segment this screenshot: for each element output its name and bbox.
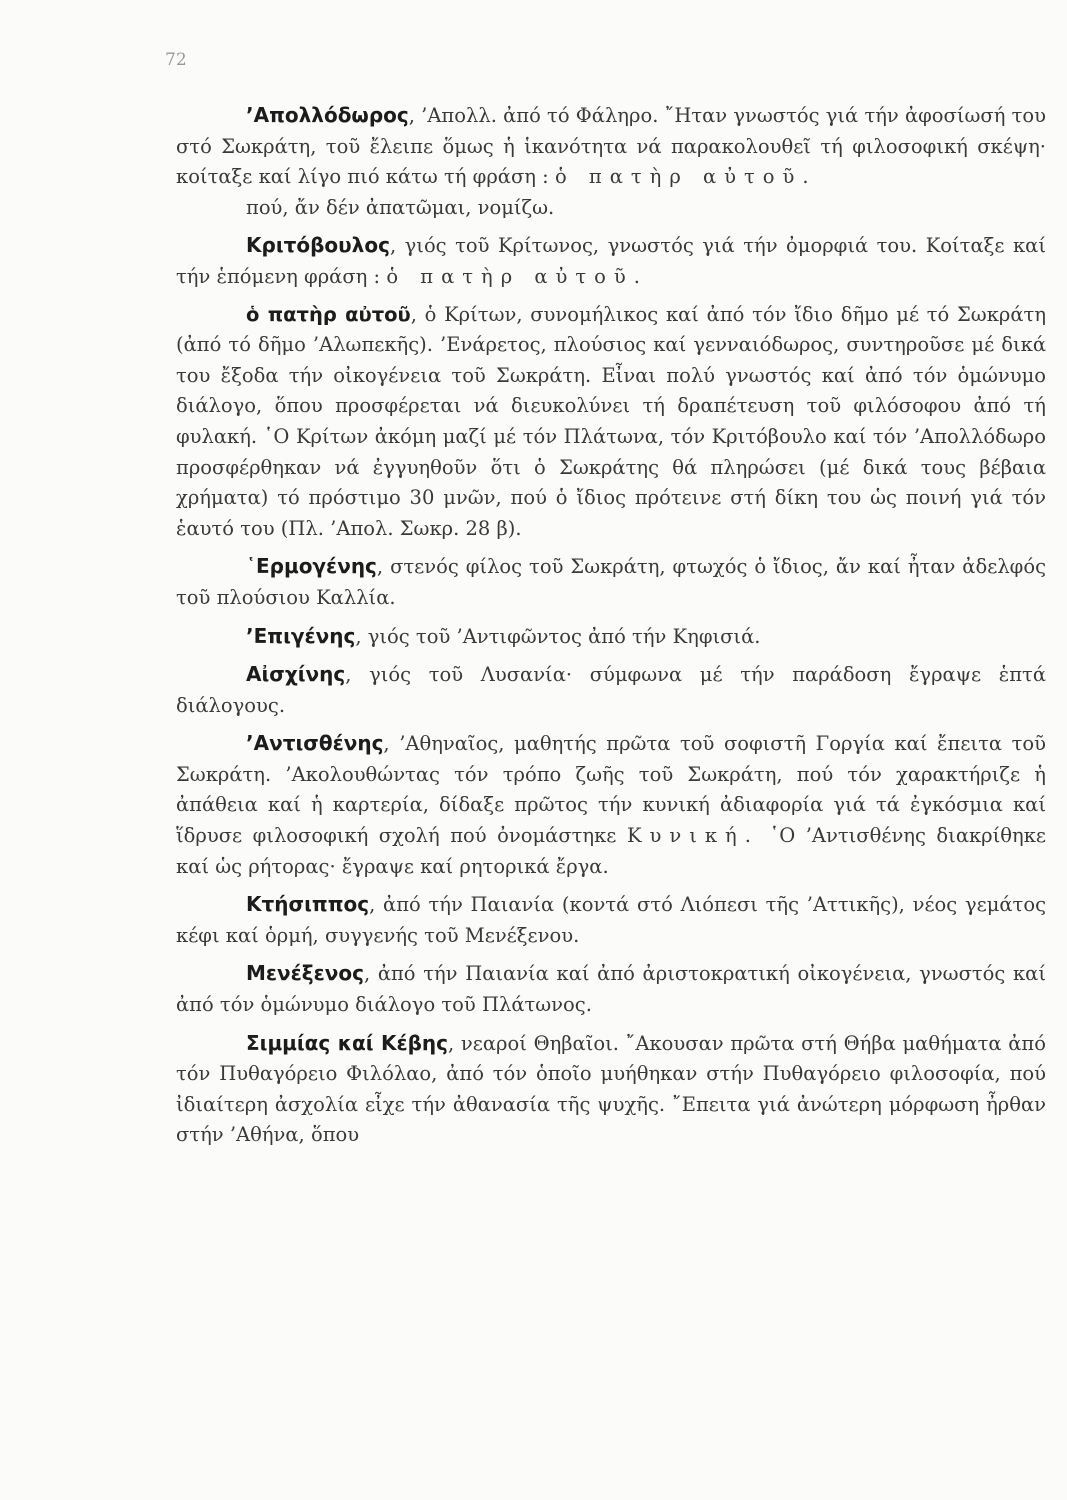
- page-number: 72: [165, 50, 187, 70]
- paragraph: [176, 230, 1046, 292]
- entry-apollodoros: [176, 100, 1046, 223]
- entry-name: Σιμμίας καί Κέβης: [246, 1030, 449, 1055]
- entry-hermogenes: [176, 551, 1046, 613]
- entry-text: , ἀπό τήν Παιανία (κοντά στό Λιόπεσι τῆς ’Αττικῆς), νέος γεμάτος κέφι καί ὁρμή, συγγενής τοῦ Μενέξενου.: [176, 893, 1046, 947]
- entry-text: , ’Αθηναῖος, μαθητής πρῶτα τοῦ σοφιστῆ Γοργία καί ἔπειτα τοῦ Σωκράτη. ’Ακολουθώντας τόν τρόπο ζωῆς τοῦ Σωκράτη, πού τόν χαρακτήριζε ἡ ἀπάθεια καί ἡ καρτερία, δίδαξε πρῶτος τήν κυνική ἀδιαφορία γιά τά ἐγκόσμια καί ἵδρυσε φιλοσοφική σχολή πού ὀνομάστηκε: [176, 732, 1046, 848]
- entry-antisthenes: [176, 728, 1046, 882]
- paragraph: πού, ἄν δέν ἀπατῶμαι, νομίζω.: [246, 195, 555, 219]
- entry-kriton: [176, 300, 1046, 545]
- entry-text: , στενός φίλος τοῦ Σωκράτη, φτωχός ὁ ἴδιος, ἄν καί ἦταν ἀδελφός τοῦ πλούσιου Καλλία.: [176, 555, 1046, 609]
- entry-name: ῾Ερμογένης: [246, 554, 377, 579]
- entry-ktesippos: [176, 889, 1046, 951]
- paragraph: [176, 1028, 1046, 1151]
- paragraph: [176, 659, 1046, 721]
- paragraph: [176, 621, 1046, 653]
- paragraph: [176, 958, 1046, 1020]
- body-text: [176, 100, 1046, 1158]
- entry-aischines: [176, 659, 1046, 721]
- spaced-phrase: Κυνική.: [626, 824, 759, 848]
- entry-name: ὁ πατὴρ αὐτοῦ: [246, 302, 411, 326]
- spaced-phrase: ὁ πατὴρ αὐτοῦ.: [554, 165, 817, 189]
- entry-text: , γιός τοῦ Λυσανία· σύμφωνα μέ τήν παράδοση ἔγραψε ἑπτά διάλογους.: [176, 663, 1046, 717]
- paragraph: [176, 551, 1046, 613]
- entry-continuation: ῾Ο ’Αντισθένης διακρίθηκε καί ὡς ρήτορας· ἔγραψε καί ρητορικά ἔργα.: [176, 824, 1046, 878]
- entry-text: , ’Απολλ. ἀπό τό Φάληρο. ῎Ηταν γνωστός γιά τήν ἀφοσίωσή του στό Σωκράτη, τοῦ ἔλειπε ὅμως ἡ ἱκανότητα νά παρακολουθεῖ τή φιλοσοφική σκέψη· κοίταξε καί λίγο πιό κάτω τή φράση :: [176, 104, 1046, 189]
- entry-name: Μενέξενος: [246, 961, 364, 986]
- entry-text: , γιός τοῦ ’Αντιφῶντος ἀπό τήν Κηφισιά.: [355, 624, 761, 648]
- entry-name: ’Απολλόδωρος: [246, 103, 409, 127]
- entry-text: , ὁ Κρίτων, συνομήλικος καί ἀπό τόν ἴδιο δῆμο μέ τό Σωκράτη (ἀπό τό δῆμο ’Αλωπεκῆς). ’Ενάρετος, πλούσιος καί γενναιόδωρος, συντηροῦσε μέ δικά του ἔξοδα τήν οἰκογένεια τοῦ Σωκράτη. Εἶναι πολύ γνωστός καί ἀπό τόν ὁμώνυμο διάλογο, ὅπου προσφέρεται νά διευκολύνει τή δραπέτευση τοῦ φιλόσοφου ἀπό τή φυλακή. ῾Ο Κρίτων ἀκόμη μαζί μέ τόν Πλάτωνα, τόν Κριτόβουλο καί τόν ’Απολλόδωρο προσφέρθηκαν νά ἐγγυηθοῦν ὅτι ὁ Σωκράτης θά πληρώσει (μέ δικά τους βέβαια χρήματα) τό πρόστιμο 30 μνῶν, πού ὁ ἴδιος πρότεινε στή δίκη του ὡς ποινή γιά τόν ἑαυτό του (Πλ. ’Απολ. Σωκρ. 28 β).: [176, 302, 1047, 540]
- entry-text: , νεαροί Θηβαῖοι. ῎Ακουσαν πρῶτα στή Θήβα μαθήματα ἀπό τόν Πυθαγόρειο Φιλόλαο, ἀπό τόν ὁποῖο μυήθηκαν στήν Πυθαγόρειο φιλοσοφία, πού ἰδιαίτερη ἀσχολία εἶχε τήν ἀθανασία τῆς ψυχῆς. ῎Επειτα γιά ἀνώτερη μόρφωση ἦρθαν στήν ’Αθήνα, ὅπου: [176, 1031, 1046, 1147]
- entry-epigenes: [176, 621, 1046, 653]
- entry-name: Κριτόβουλος: [246, 233, 390, 258]
- entry-text: , γιός τοῦ Κρίτωνος, γνωστός γιά τήν ὀμορφιά του. Κοίταξε καί τήν ἑπόμενη φράση :: [176, 234, 1046, 288]
- spaced-phrase: ὁ πατὴρ αὐτοῦ.: [386, 264, 648, 288]
- paragraph: [176, 300, 1046, 545]
- paragraph: [176, 728, 1046, 882]
- paragraph: [176, 889, 1046, 951]
- entry-name: ’Αντισθένης: [246, 731, 384, 756]
- entry-text: , ἀπό τήν Παιανία καί ἀπό ἀριστοκρατική οἰκογένεια, γνωστός καί ἀπό τόν ὁμώνυμο διάλογο τοῦ Πλάτωνος.: [176, 962, 1046, 1017]
- entry-name: ’Επιγένης: [246, 623, 356, 648]
- entry-menexenos: [176, 958, 1046, 1020]
- entry-name: Αἰσχίνης: [246, 662, 346, 687]
- paragraph: [176, 100, 1046, 193]
- entry-simmias-kebes: [176, 1028, 1046, 1151]
- entry-name: Κτήσιππος: [246, 892, 370, 917]
- entry-kritovoulos: [176, 230, 1046, 292]
